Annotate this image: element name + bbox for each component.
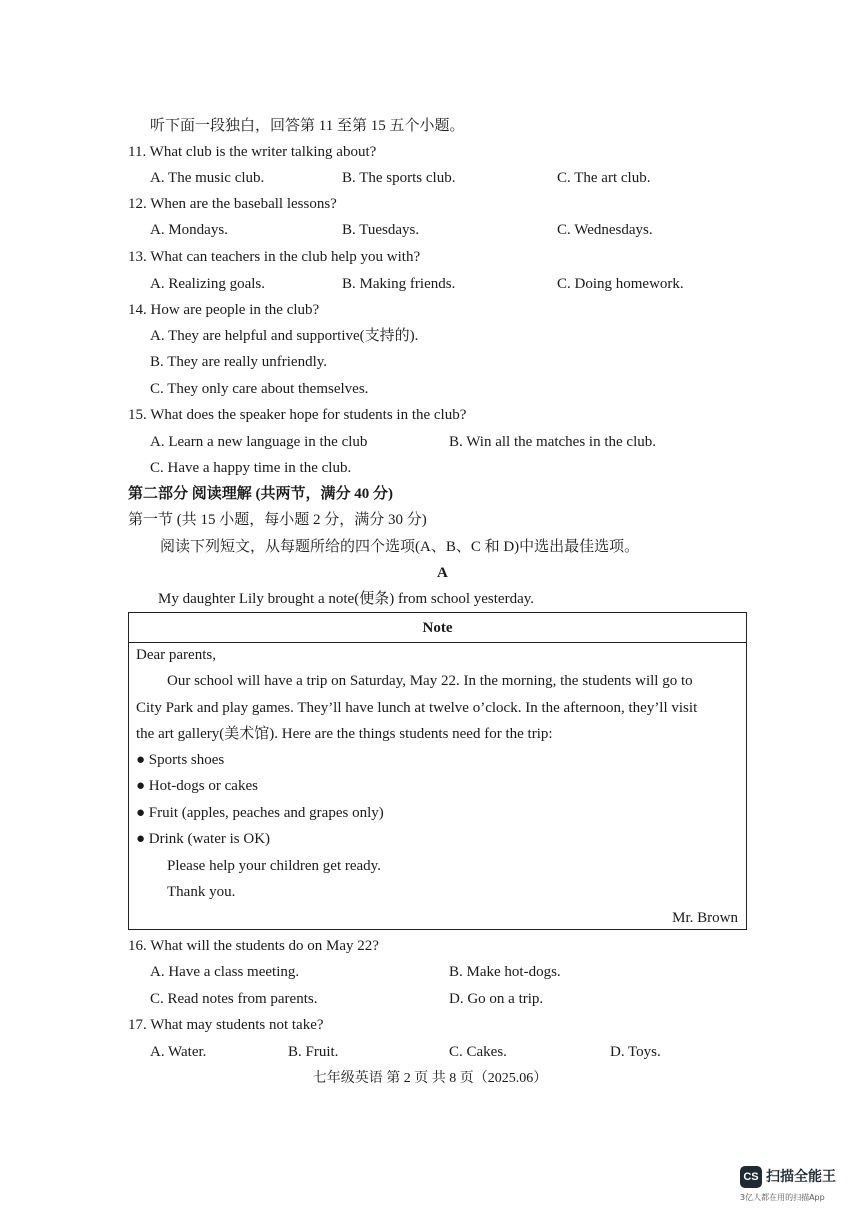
question-15: 15. What does the speaker hope for students in the club? (128, 407, 467, 423)
scanner-watermark (740, 1166, 844, 1206)
note-list-item: ● Sports shoes (136, 752, 225, 768)
option-16d: D. Go on a trip. (449, 991, 544, 1007)
watermark-name: 扫描全能王 (766, 1169, 836, 1185)
option-13c: C. Doing homework. (557, 276, 684, 292)
passage-intro: My daughter Lily brought a note(便条) from school yesterday. (158, 591, 535, 607)
question-11: 11. What club is the writer talking about? (128, 144, 377, 160)
question-16: 16. What will the students do on May 22? (128, 938, 379, 954)
reading-instruction: 阅读下列短文，从每题所给的四个选项(A、B、C 和 D)中选出最佳选项。 (160, 539, 640, 555)
note-body-line: City Park and play games. They’ll have lunch at twelve o’clock. In the afternoon, they’ll visit (136, 700, 698, 716)
option-15a: A. Learn a new language in the club (150, 434, 368, 450)
question-17: 17. What may students not take? (128, 1017, 324, 1033)
option-17d: D. Toys. (610, 1044, 661, 1060)
note-body-line: Our school will have a trip on Saturday, May 22. In the morning, the students will go to (167, 673, 693, 689)
note-greeting: Dear parents, (136, 647, 216, 663)
option-11a: A. The music club. (150, 170, 265, 186)
question-13: 13. What can teachers in the club help you with? (128, 249, 421, 265)
note-signature: Mr. Brown (672, 910, 738, 926)
option-12a: A. Mondays. (150, 222, 228, 238)
note-box (128, 612, 747, 930)
question-12: 12. When are the baseball lessons? (128, 196, 337, 212)
option-14a: A. They are helpful and supportive(支持的). (150, 328, 419, 344)
option-16b: B. Make hot-dogs. (449, 964, 561, 980)
note-heading: Note (422, 620, 453, 636)
option-15b: B. Win all the matches in the club. (449, 434, 656, 450)
option-12b: B. Tuesdays. (342, 222, 420, 238)
note-body-line: the art gallery(美术馆). Here are the things students need for the trip: (136, 726, 553, 742)
option-16a: A. Have a class meeting. (150, 964, 300, 980)
option-17b: B. Fruit. (288, 1044, 339, 1060)
option-11c: C. The art club. (557, 170, 651, 186)
note-list-item: ● Hot-dogs or cakes (136, 778, 258, 794)
option-14b: B. They are really unfriendly. (150, 354, 328, 370)
option-13b: B. Making friends. (342, 276, 456, 292)
note-thanks: Thank you. (167, 884, 236, 900)
option-12c: C. Wednesdays. (557, 222, 653, 238)
option-15c: C. Have a happy time in the club. (150, 460, 352, 476)
option-17c: C. Cakes. (449, 1044, 507, 1060)
option-17a: A. Water. (150, 1044, 207, 1060)
camscanner-logo-icon: CS (740, 1166, 762, 1188)
passage-label: A (437, 565, 448, 581)
option-13a: A. Realizing goals. (150, 276, 265, 292)
note-list-item: ● Drink (water is OK) (136, 831, 271, 847)
part2-title: 第二部分 阅读理解 (共两节，满分 40 分) (128, 486, 393, 502)
option-16c: C. Read notes from parents. (150, 991, 318, 1007)
note-divider (129, 642, 746, 643)
question-14: 14. How are people in the club? (128, 302, 320, 318)
option-14c: C. They only care about themselves. (150, 381, 369, 397)
page-footer: 七年级英语 第 2 页 共 8 页（2025.06） (312, 1071, 548, 1086)
note-closing: Please help your children get ready. (167, 858, 381, 874)
note-list-item: ● Fruit (apples, peaches and grapes only) (136, 805, 384, 821)
listening-instruction: 听下面一段独白，回答第 11 至第 15 五个小题。 (150, 118, 465, 134)
section1-title: 第一节 (共 15 小题，每小题 2 分，满分 30 分) (128, 512, 427, 528)
option-11b: B. The sports club. (342, 170, 456, 186)
watermark-tagline: 3亿人都在用的扫描App (740, 1193, 825, 1202)
